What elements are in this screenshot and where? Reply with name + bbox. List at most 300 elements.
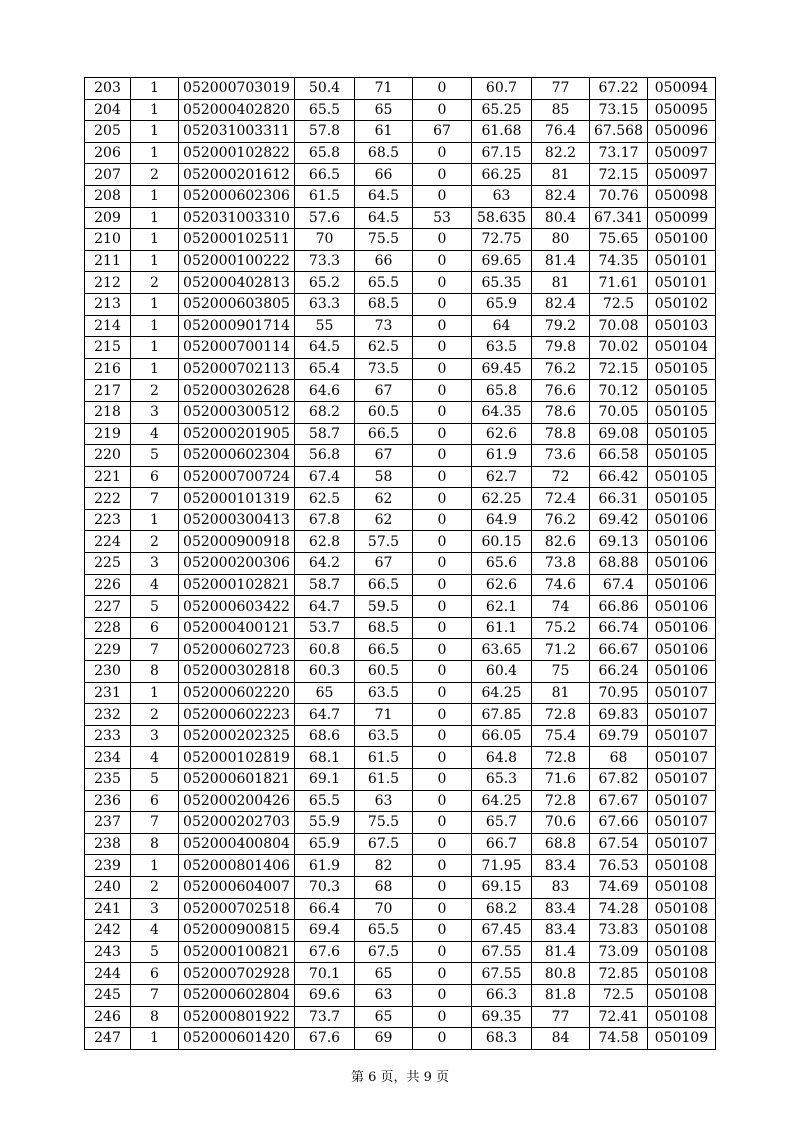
cell-position-code: 050106 [648, 574, 716, 596]
cell-position-code: 050101 [648, 272, 716, 294]
cell-exam-id: 052000202325 [179, 725, 295, 747]
cell-rank: 1 [131, 855, 179, 877]
cell-score-c: 0 [413, 769, 472, 791]
cell-exam-id: 052000801922 [179, 1006, 295, 1028]
cell-seq-no: 229 [85, 639, 131, 661]
cell-seq-no: 207 [85, 164, 131, 186]
cell-position-code: 050104 [648, 337, 716, 359]
cell-rank: 7 [131, 488, 179, 510]
cell-interview-score: 72.4 [532, 488, 590, 510]
cell-position-code: 050095 [648, 99, 716, 121]
cell-seq-no: 211 [85, 250, 131, 272]
cell-score-a: 68.2 [295, 401, 355, 423]
cell-score-b: 62 [355, 509, 413, 531]
cell-combined-score: 64.25 [472, 790, 532, 812]
cell-exam-id: 052000604007 [179, 876, 295, 898]
cell-exam-id: 052000402813 [179, 272, 295, 294]
table-row [85, 1006, 716, 1028]
cell-total-score: 72.85 [590, 963, 648, 985]
cell-combined-score: 67.45 [472, 920, 532, 942]
cell-rank: 5 [131, 769, 179, 791]
cell-interview-score: 75.2 [532, 617, 590, 639]
cell-rank: 1 [131, 682, 179, 704]
cell-position-code: 050106 [648, 596, 716, 618]
cell-combined-score: 62.6 [472, 423, 532, 445]
cell-score-c: 0 [413, 898, 472, 920]
cell-rank: 1 [131, 99, 179, 121]
table-row [85, 725, 716, 747]
cell-rank: 1 [131, 315, 179, 337]
cell-score-c: 0 [413, 790, 472, 812]
cell-rank: 4 [131, 920, 179, 942]
cell-seq-no: 247 [85, 1028, 131, 1050]
cell-score-c: 0 [413, 747, 472, 769]
cell-position-code: 050096 [648, 121, 716, 143]
cell-exam-id: 052000102821 [179, 574, 295, 596]
cell-rank: 1 [131, 1028, 179, 1050]
cell-score-a: 50.4 [295, 78, 355, 100]
cell-exam-id: 052000602306 [179, 185, 295, 207]
cell-seq-no: 210 [85, 229, 131, 251]
cell-interview-score: 74 [532, 596, 590, 618]
cell-combined-score: 63 [472, 185, 532, 207]
cell-interview-score: 83.4 [532, 855, 590, 877]
cell-score-a: 57.6 [295, 207, 355, 229]
cell-exam-id: 052000300413 [179, 509, 295, 531]
cell-rank: 2 [131, 876, 179, 898]
table-row [85, 488, 716, 510]
table-row [85, 596, 716, 618]
cell-total-score: 66.58 [590, 445, 648, 467]
cell-exam-id: 052000702113 [179, 358, 295, 380]
table-row [85, 617, 716, 639]
cell-exam-id: 052000102819 [179, 747, 295, 769]
cell-position-code: 050108 [648, 984, 716, 1006]
cell-interview-score: 70.6 [532, 812, 590, 834]
cell-exam-id: 052000102822 [179, 142, 295, 164]
cell-total-score: 66.74 [590, 617, 648, 639]
cell-interview-score: 82.6 [532, 531, 590, 553]
cell-score-b: 57.5 [355, 531, 413, 553]
cell-seq-no: 209 [85, 207, 131, 229]
cell-seq-no: 234 [85, 747, 131, 769]
cell-position-code: 050107 [648, 725, 716, 747]
cell-score-c: 0 [413, 99, 472, 121]
cell-position-code: 050097 [648, 164, 716, 186]
cell-score-b: 60.5 [355, 401, 413, 423]
cell-score-c: 0 [413, 142, 472, 164]
cell-interview-score: 75 [532, 661, 590, 683]
table-row [85, 380, 716, 402]
cell-position-code: 050109 [648, 1028, 716, 1050]
cell-score-c: 0 [413, 704, 472, 726]
cell-interview-score: 81.4 [532, 250, 590, 272]
cell-score-a: 73.3 [295, 250, 355, 272]
cell-rank: 3 [131, 898, 179, 920]
cell-position-code: 050108 [648, 855, 716, 877]
cell-combined-score: 65.8 [472, 380, 532, 402]
cell-total-score: 76.53 [590, 855, 648, 877]
table-row [85, 553, 716, 575]
cell-rank: 1 [131, 358, 179, 380]
cell-score-b: 68 [355, 876, 413, 898]
cell-score-b: 66.5 [355, 574, 413, 596]
cell-total-score: 66.42 [590, 466, 648, 488]
cell-combined-score: 69.65 [472, 250, 532, 272]
cell-rank: 1 [131, 250, 179, 272]
cell-score-b: 65.5 [355, 920, 413, 942]
cell-combined-score: 64.25 [472, 682, 532, 704]
cell-score-b: 82 [355, 855, 413, 877]
cell-exam-id: 052000100821 [179, 941, 295, 963]
cell-combined-score: 62.6 [472, 574, 532, 596]
cell-total-score: 70.08 [590, 315, 648, 337]
cell-seq-no: 216 [85, 358, 131, 380]
cell-combined-score: 68.2 [472, 898, 532, 920]
cell-exam-id: 052000100222 [179, 250, 295, 272]
cell-score-b: 63.5 [355, 725, 413, 747]
cell-rank: 1 [131, 229, 179, 251]
cell-total-score: 69.08 [590, 423, 648, 445]
cell-seq-no: 214 [85, 315, 131, 337]
cell-rank: 8 [131, 833, 179, 855]
cell-seq-no: 238 [85, 833, 131, 855]
cell-rank: 3 [131, 553, 179, 575]
cell-combined-score: 66.7 [472, 833, 532, 855]
cell-score-c: 0 [413, 315, 472, 337]
cell-score-a: 68.6 [295, 725, 355, 747]
cell-exam-id: 052000900918 [179, 531, 295, 553]
cell-interview-score: 85 [532, 99, 590, 121]
cell-score-c: 0 [413, 984, 472, 1006]
cell-seq-no: 242 [85, 920, 131, 942]
cell-score-b: 69 [355, 1028, 413, 1050]
cell-total-score: 69.83 [590, 704, 648, 726]
cell-score-a: 67.8 [295, 509, 355, 531]
cell-combined-score: 66.25 [472, 164, 532, 186]
cell-score-b: 62 [355, 488, 413, 510]
cell-position-code: 050108 [648, 941, 716, 963]
cell-interview-score: 82.4 [532, 293, 590, 315]
cell-seq-no: 226 [85, 574, 131, 596]
cell-total-score: 72.15 [590, 358, 648, 380]
cell-position-code: 050108 [648, 963, 716, 985]
cell-score-a: 64.6 [295, 380, 355, 402]
cell-score-a: 70.1 [295, 963, 355, 985]
cell-score-c: 0 [413, 250, 472, 272]
table-row [85, 99, 716, 121]
table-row [85, 401, 716, 423]
table-row [85, 747, 716, 769]
cell-score-a: 58.7 [295, 423, 355, 445]
cell-seq-no: 230 [85, 661, 131, 683]
cell-score-a: 67.6 [295, 1028, 355, 1050]
cell-interview-score: 81 [532, 682, 590, 704]
cell-position-code: 050106 [648, 639, 716, 661]
cell-total-score: 73.17 [590, 142, 648, 164]
cell-score-c: 0 [413, 358, 472, 380]
cell-total-score: 74.28 [590, 898, 648, 920]
cell-rank: 1 [131, 337, 179, 359]
cell-exam-id: 052000700114 [179, 337, 295, 359]
cell-score-a: 55 [295, 315, 355, 337]
cell-seq-no: 218 [85, 401, 131, 423]
cell-seq-no: 231 [85, 682, 131, 704]
cell-score-b: 66 [355, 164, 413, 186]
cell-score-a: 57.8 [295, 121, 355, 143]
cell-score-b: 61.5 [355, 769, 413, 791]
cell-score-b: 71 [355, 704, 413, 726]
cell-rank: 2 [131, 531, 179, 553]
cell-score-c: 0 [413, 380, 472, 402]
cell-position-code: 050106 [648, 509, 716, 531]
cell-score-b: 65 [355, 1006, 413, 1028]
cell-position-code: 050106 [648, 553, 716, 575]
cell-total-score: 68 [590, 747, 648, 769]
cell-seq-no: 221 [85, 466, 131, 488]
table-row [85, 531, 716, 553]
cell-total-score: 69.79 [590, 725, 648, 747]
cell-interview-score: 79.8 [532, 337, 590, 359]
cell-interview-score: 83.4 [532, 898, 590, 920]
cell-score-c: 0 [413, 963, 472, 985]
cell-score-c: 0 [413, 596, 472, 618]
cell-interview-score: 81.8 [532, 984, 590, 1006]
cell-score-a: 56.8 [295, 445, 355, 467]
cell-score-b: 65.5 [355, 272, 413, 294]
cell-total-score: 73.09 [590, 941, 648, 963]
cell-combined-score: 69.15 [472, 876, 532, 898]
table-row [85, 272, 716, 294]
cell-score-c: 0 [413, 1006, 472, 1028]
cell-score-a: 67.4 [295, 466, 355, 488]
cell-total-score: 72.5 [590, 984, 648, 1006]
cell-position-code: 050107 [648, 812, 716, 834]
cell-exam-id: 052000402820 [179, 99, 295, 121]
table-row [85, 337, 716, 359]
cell-combined-score: 67.55 [472, 963, 532, 985]
cell-score-a: 62.5 [295, 488, 355, 510]
cell-exam-id: 052000602304 [179, 445, 295, 467]
cell-exam-id: 052000801406 [179, 855, 295, 877]
cell-interview-score: 75.4 [532, 725, 590, 747]
cell-score-a: 67.6 [295, 941, 355, 963]
cell-interview-score: 71.6 [532, 769, 590, 791]
cell-seq-no: 245 [85, 984, 131, 1006]
cell-exam-id: 052000602804 [179, 984, 295, 1006]
cell-total-score: 70.05 [590, 401, 648, 423]
cell-exam-id: 052000603805 [179, 293, 295, 315]
cell-combined-score: 68.3 [472, 1028, 532, 1050]
cell-interview-score: 78.8 [532, 423, 590, 445]
cell-combined-score: 64.8 [472, 747, 532, 769]
cell-exam-id: 052000200426 [179, 790, 295, 812]
cell-score-a: 73.7 [295, 1006, 355, 1028]
cell-interview-score: 74.6 [532, 574, 590, 596]
cell-score-c: 0 [413, 833, 472, 855]
cell-combined-score: 60.15 [472, 531, 532, 553]
cell-total-score: 72.15 [590, 164, 648, 186]
cell-position-code: 050106 [648, 617, 716, 639]
cell-position-code: 050099 [648, 207, 716, 229]
cell-total-score: 67.22 [590, 78, 648, 100]
cell-rank: 8 [131, 661, 179, 683]
cell-interview-score: 76.2 [532, 358, 590, 380]
cell-score-a: 60.3 [295, 661, 355, 683]
cell-score-a: 60.8 [295, 639, 355, 661]
cell-interview-score: 71.2 [532, 639, 590, 661]
cell-rank: 2 [131, 272, 179, 294]
cell-score-b: 59.5 [355, 596, 413, 618]
cell-total-score: 72.41 [590, 1006, 648, 1028]
cell-seq-no: 215 [85, 337, 131, 359]
cell-score-a: 64.7 [295, 704, 355, 726]
cell-combined-score: 63.5 [472, 337, 532, 359]
cell-seq-no: 222 [85, 488, 131, 510]
cell-position-code: 050105 [648, 423, 716, 445]
cell-interview-score: 84 [532, 1028, 590, 1050]
cell-rank: 5 [131, 941, 179, 963]
cell-score-a: 65.5 [295, 99, 355, 121]
cell-combined-score: 63.65 [472, 639, 532, 661]
cell-seq-no: 225 [85, 553, 131, 575]
cell-score-b: 71 [355, 78, 413, 100]
cell-position-code: 050103 [648, 315, 716, 337]
cell-total-score: 70.76 [590, 185, 648, 207]
cell-rank: 1 [131, 293, 179, 315]
cell-seq-no: 224 [85, 531, 131, 553]
cell-score-b: 66.5 [355, 639, 413, 661]
cell-score-a: 58.7 [295, 574, 355, 596]
cell-position-code: 050105 [648, 401, 716, 423]
cell-position-code: 050106 [648, 661, 716, 683]
cell-interview-score: 77 [532, 1006, 590, 1028]
cell-seq-no: 206 [85, 142, 131, 164]
cell-total-score: 69.42 [590, 509, 648, 531]
cell-exam-id: 052000102511 [179, 229, 295, 251]
cell-position-code: 050098 [648, 185, 716, 207]
cell-score-c: 0 [413, 337, 472, 359]
table-row [85, 509, 716, 531]
cell-total-score: 67.66 [590, 812, 648, 834]
cell-combined-score: 65.25 [472, 99, 532, 121]
cell-seq-no: 227 [85, 596, 131, 618]
cell-score-a: 62.8 [295, 531, 355, 553]
cell-seq-no: 233 [85, 725, 131, 747]
cell-score-c: 0 [413, 920, 472, 942]
cell-score-b: 62.5 [355, 337, 413, 359]
cell-score-a: 63.3 [295, 293, 355, 315]
cell-exam-id: 052000602223 [179, 704, 295, 726]
cell-seq-no: 217 [85, 380, 131, 402]
cell-score-a: 65.4 [295, 358, 355, 380]
cell-rank: 6 [131, 617, 179, 639]
cell-seq-no: 236 [85, 790, 131, 812]
table-row [85, 207, 716, 229]
cell-score-a: 65 [295, 682, 355, 704]
cell-exam-id: 052031003311 [179, 121, 295, 143]
cell-total-score: 66.31 [590, 488, 648, 510]
cell-position-code: 050105 [648, 358, 716, 380]
cell-combined-score: 58.635 [472, 207, 532, 229]
cell-interview-score: 80.8 [532, 963, 590, 985]
cell-score-a: 65.8 [295, 142, 355, 164]
cell-combined-score: 61.1 [472, 617, 532, 639]
table-row [85, 142, 716, 164]
cell-seq-no: 213 [85, 293, 131, 315]
cell-total-score: 71.61 [590, 272, 648, 294]
cell-rank: 7 [131, 984, 179, 1006]
cell-score-c: 0 [413, 661, 472, 683]
table-row [85, 423, 716, 445]
cell-score-a: 64.7 [295, 596, 355, 618]
cell-score-a: 53.7 [295, 617, 355, 639]
cell-score-b: 75.5 [355, 229, 413, 251]
cell-exam-id: 052000101319 [179, 488, 295, 510]
cell-score-a: 68.1 [295, 747, 355, 769]
table-row [85, 661, 716, 683]
table-row [85, 1028, 716, 1050]
cell-rank: 6 [131, 963, 179, 985]
cell-seq-no: 241 [85, 898, 131, 920]
cell-interview-score: 80 [532, 229, 590, 251]
cell-seq-no: 243 [85, 941, 131, 963]
cell-score-b: 68.5 [355, 142, 413, 164]
cell-seq-no: 240 [85, 876, 131, 898]
table-row [85, 78, 716, 100]
cell-score-c: 0 [413, 855, 472, 877]
table-row [85, 833, 716, 855]
cell-combined-score: 65.35 [472, 272, 532, 294]
cell-seq-no: 232 [85, 704, 131, 726]
score-table [84, 77, 716, 1050]
cell-score-a: 55.9 [295, 812, 355, 834]
cell-total-score: 70.95 [590, 682, 648, 704]
cell-score-b: 63 [355, 790, 413, 812]
cell-rank: 2 [131, 704, 179, 726]
cell-score-b: 67 [355, 553, 413, 575]
cell-score-c: 0 [413, 941, 472, 963]
cell-combined-score: 71.95 [472, 855, 532, 877]
cell-combined-score: 67.85 [472, 704, 532, 726]
cell-rank: 5 [131, 596, 179, 618]
cell-position-code: 050101 [648, 250, 716, 272]
cell-combined-score: 62.7 [472, 466, 532, 488]
cell-score-b: 67.5 [355, 941, 413, 963]
cell-score-b: 67 [355, 380, 413, 402]
cell-interview-score: 79.2 [532, 315, 590, 337]
cell-rank: 4 [131, 423, 179, 445]
table-row [85, 876, 716, 898]
cell-rank: 3 [131, 725, 179, 747]
table-row [85, 682, 716, 704]
cell-total-score: 66.24 [590, 661, 648, 683]
cell-total-score: 74.69 [590, 876, 648, 898]
cell-combined-score: 61.9 [472, 445, 532, 467]
cell-score-c: 0 [413, 1028, 472, 1050]
cell-score-a: 69.6 [295, 984, 355, 1006]
cell-score-b: 67.5 [355, 833, 413, 855]
cell-interview-score: 72.8 [532, 790, 590, 812]
cell-combined-score: 67.55 [472, 941, 532, 963]
cell-position-code: 050100 [648, 229, 716, 251]
cell-score-a: 61.5 [295, 185, 355, 207]
cell-position-code: 050107 [648, 682, 716, 704]
cell-position-code: 050108 [648, 1006, 716, 1028]
cell-rank: 7 [131, 812, 179, 834]
cell-total-score: 72.5 [590, 293, 648, 315]
cell-interview-score: 82.4 [532, 185, 590, 207]
